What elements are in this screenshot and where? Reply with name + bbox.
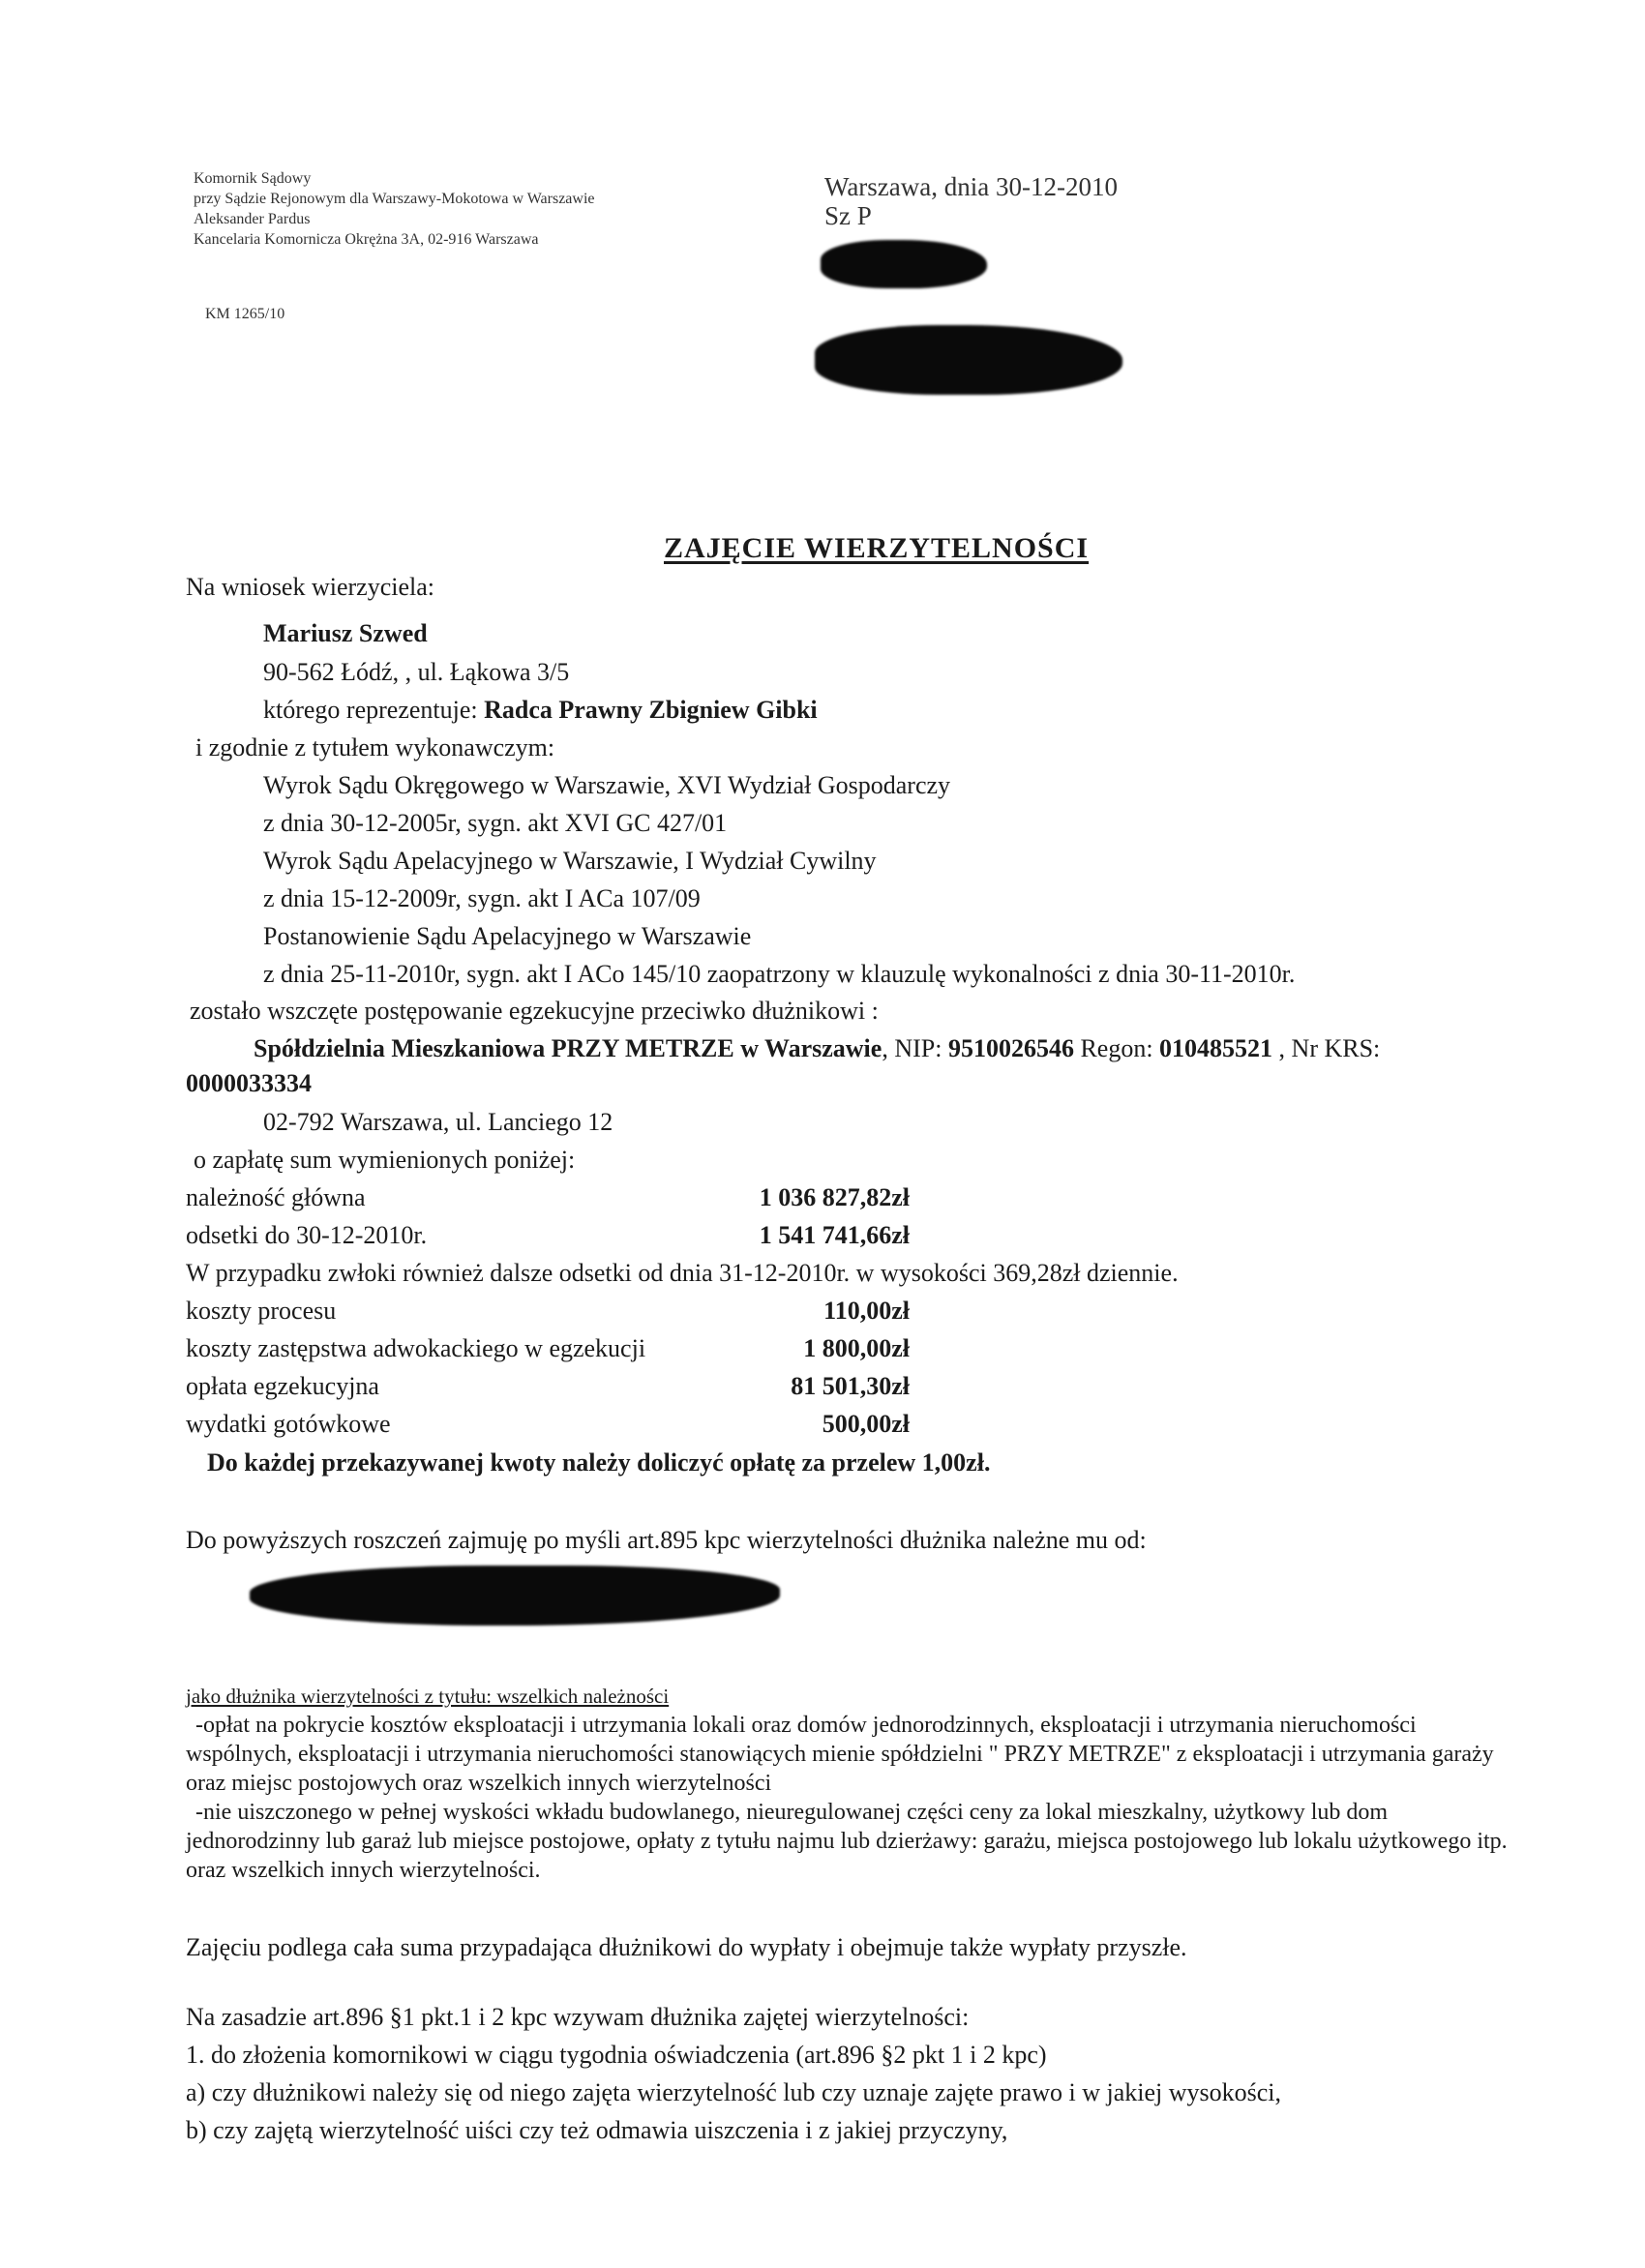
sum-value: 1 800,00zł xyxy=(803,1334,910,1362)
sender-line: Komornik Sądowy xyxy=(194,170,312,187)
transfer-note: Do każdej przekazywanej kwoty należy doliczyć opłatę za przelew 1,00zł. xyxy=(207,1448,991,1477)
summons-item: 1. do złożenia komornikowi w ciągu tygodnia oświadczenia (art.896 §2 pkt 1 i 2 kpc) xyxy=(186,2041,1047,2069)
sum-label: wydatki gotówkowe xyxy=(186,1410,391,1438)
redaction-mark xyxy=(821,240,987,288)
case-number: KM 1265/10 xyxy=(205,306,285,322)
sum-label: opłata egzekucyjna xyxy=(186,1372,379,1400)
debtor-name: Spółdzielnia Mieszkaniowa PRZY METRZE w Warszawie xyxy=(254,1034,882,1062)
title-exec-line: z dnia 30-12-2005r, sygn. akt XVI GC 427/01 xyxy=(263,809,728,837)
title-exec-line: Wyrok Sądu Okręgowego w Warszawie, XVI Wydział Gospodarczy xyxy=(263,771,951,799)
debtor-line xyxy=(254,1034,1380,1063)
document-title: ZAJĘCIE WIERZYTELNOŚCI xyxy=(664,532,1090,564)
interest-note: W przypadku zwłoki również dalsze odsetki od dnia 31-12-2010r. w wysokości 369,28zł dziennie. xyxy=(186,1259,1179,1287)
rep-name: Radca Prawny Zbigniew Gibki xyxy=(484,696,818,724)
sum-value: 81 501,30zł xyxy=(791,1372,910,1400)
debtor-address: 02-792 Warszawa, ul. Lanciego 12 xyxy=(263,1108,613,1136)
title-exec-intro: i zgodnie z tytułem wykonawczym: xyxy=(195,733,555,761)
sum-value: 500,00zł xyxy=(822,1410,910,1438)
sum-label: koszty procesu xyxy=(186,1297,337,1325)
sums-intro: o zapłatę sum wymienionych poniżej: xyxy=(194,1146,576,1174)
krs-label: , Nr KRS: xyxy=(1272,1034,1381,1062)
creditor-address: 90-562 Łódź, , ul. Łąkowa 3/5 xyxy=(263,658,570,686)
sender-line: przy Sądzie Rejonowym dla Warszawy-Mokotowa w Warszawie xyxy=(194,191,595,207)
creditor-representative xyxy=(263,696,818,725)
summons-item: a) czy dłużnikowi należy się od niego zajęta wierzytelność lub czy uznaje zajęte prawo i w jakiej wysokości, xyxy=(186,2078,1282,2106)
summons-intro: Na zasadzie art.896 §1 pkt.1 i 2 kpc wzywam dłużnika zajętej wierzytelności: xyxy=(186,2003,970,2031)
seizure-scope: Zajęciu podlega cała suma przypadająca dłużnikowi do wypłaty i obejmuje także wypłaty przyszłe. xyxy=(186,1933,1187,1961)
title-exec-line: z dnia 15-12-2009r, sygn. akt I ACa 107/09 xyxy=(263,884,701,912)
title-exec-line: z dnia 25-11-2010r, sygn. akt I ACo 145/10 zaopatrzony w klauzulę wykonalności z dnia 30-11-2010r. xyxy=(263,960,1296,988)
title-exec-line: Wyrok Sądu Apelacyjnego w Warszawie, I Wydział Cywilny xyxy=(263,847,877,875)
salutation: Sz P xyxy=(824,201,872,230)
regon-label: Regon: xyxy=(1073,1034,1160,1062)
creditor-intro: Na wniosek wierzyciela: xyxy=(186,573,435,601)
sum-value: 1 036 827,82zł xyxy=(759,1183,910,1211)
seizure-basis: jako dłużnika wierzytelności z tytułu: wszelkich należności xyxy=(186,1685,670,1708)
sum-value: 110,00zł xyxy=(823,1297,910,1325)
seizure-desc-1: -opłat na pokrycie kosztów eksploatacji i utrzymania lokali oraz domów jednorodzinnych, eksploatacji i utrzymania nieruchomości wspólnych, eksploatacji i utrzymania nieruchomości stanowiących mienie spółdzielni " PRZY METRZE" z eksploatacji i utrzymania garaży oraz miejsc postojowych oraz wszelkich innych wierzytelności xyxy=(186,1713,1494,1796)
debtor-krs: 0000033334 xyxy=(186,1069,312,1097)
creditor-name: Mariusz Szwed xyxy=(263,619,428,647)
sender-line: Kancelaria Komornicza Okrężna 3A, 02-916 Warszawa xyxy=(194,231,539,248)
sum-label: należność główna xyxy=(186,1183,366,1211)
debtor-nip: 9510026546 xyxy=(947,1034,1074,1062)
seizure-intro: Do powyższych roszczeń zajmuję po myśli art.895 kpc wierzytelności dłużnika należne mu od: xyxy=(186,1526,1147,1554)
debtor-intro: zostało wszczęte postępowanie egzekucyjne przeciwko dłużnikowi : xyxy=(190,997,879,1025)
seizure-desc-2: -nie uiszczonego w pełnej wyskości wkładu budowlanego, nieuregulowanej części ceny za lokal mieszkalny, użytkowy lub dom jednorodzinny lub garaż lub miejsce postojowe, opłaty z tytułu najmu lub dzierżawy: garażu, miejsca postojowego lub lokalu użytkowego itp. oraz wszelkich innych wierzytelności. xyxy=(186,1800,1508,1883)
rep-prefix: którego reprezentuje: xyxy=(263,696,485,724)
sum-label: odsetki do 30-12-2010r. xyxy=(186,1221,428,1249)
nip-label: , NIP: xyxy=(882,1034,948,1062)
title-exec-line: Postanowienie Sądu Apelacyjnego w Warszawie xyxy=(263,922,752,950)
sender-block xyxy=(194,168,595,250)
debtor-regon: 010485521 xyxy=(1159,1034,1273,1062)
redaction-mark xyxy=(250,1566,780,1626)
summons-item: b) czy zajętą wierzytelność uiści czy też odmawia uiszczenia i z jakiej przyczyny, xyxy=(186,2116,1008,2144)
sum-label: koszty zastępstwa adwokackiego w egzekucji xyxy=(186,1334,646,1362)
sum-value: 1 541 741,66zł xyxy=(759,1221,910,1249)
sender-line: Aleksander Pardus xyxy=(194,211,311,227)
place-date: Warszawa, dnia 30-12-2010 xyxy=(824,172,1118,201)
redaction-mark xyxy=(815,325,1122,395)
